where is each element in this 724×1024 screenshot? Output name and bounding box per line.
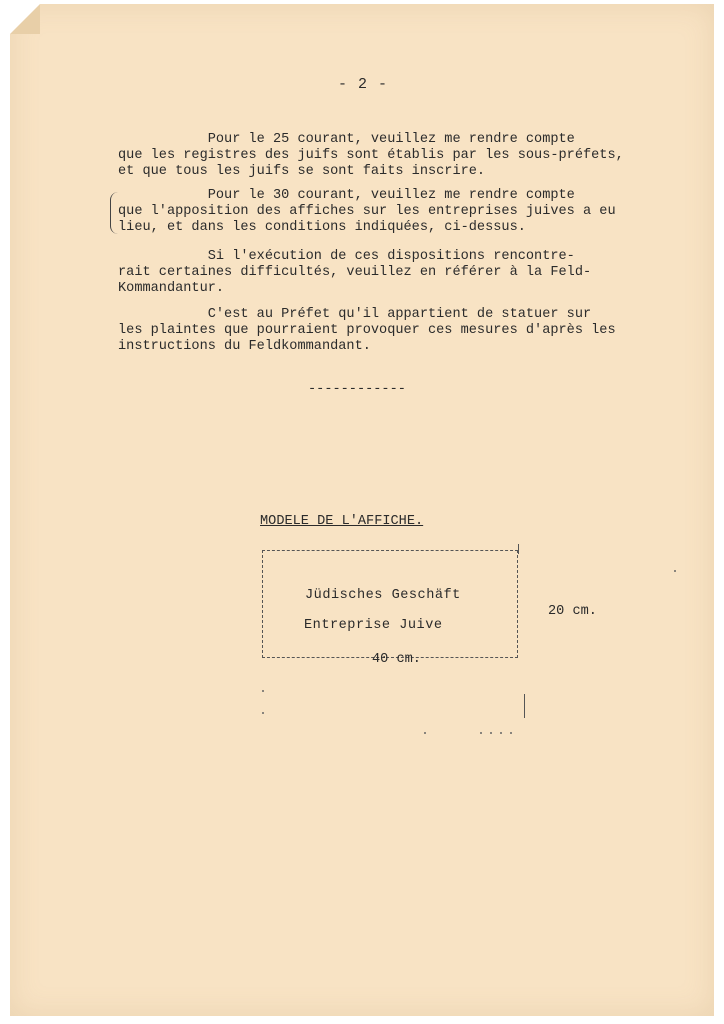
paragraph-posters: Pour le 30 courant, veuillez me rendre compte que l'apposition des affiches sur les entreprises juives a eu lieu, et dans les conditions indiquées, ci-dessus. <box>118 188 616 235</box>
poster-width-label: 40 cm. <box>372 652 421 667</box>
poster-text-german: Jüdisches Geschäft <box>305 588 461 603</box>
dimension-dot <box>510 732 512 734</box>
poster-model-title: MODELE DE L'AFFICHE. <box>260 514 424 529</box>
dimension-dot <box>490 732 492 734</box>
poster-height-label: 20 cm. <box>548 604 597 619</box>
dimension-tick-top-right <box>518 544 519 554</box>
paragraph-difficulties: Si l'exécution de ces dispositions rencontre- rait certaines difficultés, veuillez en référer à la Feld- Kommandantur. <box>118 249 592 296</box>
section-separator: ------------ <box>308 382 406 397</box>
folded-corner-cutout <box>10 4 40 34</box>
page-number: - 2 - <box>338 76 389 93</box>
poster-model-box <box>262 550 518 658</box>
dimension-dot <box>500 732 502 734</box>
dimension-tick-bottom-right <box>524 694 525 718</box>
dimension-dot <box>262 690 264 692</box>
paragraph-complaints: C'est au Préfet qu'il appartient de statuer sur les plaintes que pourraient provoquer ces mesures d'après les instructions du Feldkommandant. <box>118 307 616 354</box>
dimension-dot <box>424 732 426 734</box>
document-page <box>10 4 714 1016</box>
paragraph-registers: Pour le 25 courant, veuillez me rendre compte que les registres des juifs sont établis par les sous-préfets, et que tous les juifs se sont faits inscrire. <box>118 132 624 179</box>
dimension-dot <box>262 712 264 714</box>
dimension-dot <box>480 732 482 734</box>
dimension-dot <box>674 570 676 572</box>
poster-text-french: Entreprise Juive <box>304 618 443 633</box>
